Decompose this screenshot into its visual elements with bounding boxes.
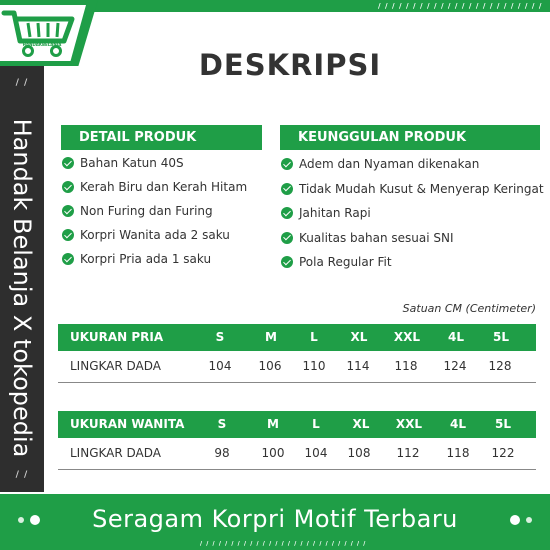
vertical-brand-text: Handak Belanja X tokopedia (8, 118, 36, 458)
size-label: S (215, 330, 225, 344)
row-label: LINGKAR DADA (70, 446, 161, 460)
keunggulan-produk-list (281, 152, 544, 275)
size-label: M (267, 417, 279, 431)
top-stripe-decoration: / / / / / / / / / / / / / / / / / / / / / / / / (378, 3, 543, 9)
check-circle-icon (62, 253, 74, 265)
table-cell: 124 (443, 359, 467, 373)
size-table-wanita-header (58, 411, 536, 438)
check-circle-icon (62, 229, 74, 241)
list-item-text: Non Furing dan Furing (80, 204, 213, 218)
table-row (58, 351, 536, 383)
size-label: L (310, 330, 318, 344)
size-label: S (217, 417, 227, 431)
size-label: 5L (493, 330, 509, 344)
list-item-text: Bahan Katun 40S (80, 156, 184, 170)
row-label: LINGKAR DADA (70, 359, 161, 373)
logo-text: HANDAKBELANJA (22, 42, 62, 47)
table-cell: 98 (214, 446, 230, 460)
list-item-text: Pola Regular Fit (299, 255, 392, 270)
list-item-text: Kerah Biru dan Kerah Hitam (80, 180, 248, 194)
check-circle-icon (281, 158, 293, 170)
left-stripe-decoration-bottom: / / (15, 470, 29, 480)
decorative-dot (18, 517, 24, 523)
table-cell: 118 (446, 446, 470, 460)
list-item-text: Jahitan Rapi (299, 206, 371, 221)
list-item-text: Adem dan Nyaman dikenakan (299, 157, 480, 172)
keunggulan-produk-heading: KEUNGGULAN PRODUK (280, 125, 540, 150)
detail-produk-list (62, 151, 247, 271)
size-label: XL (350, 330, 368, 344)
size-label: XXL (395, 417, 423, 431)
list-item (281, 250, 544, 275)
size-label: XXL (393, 330, 421, 344)
decorative-dot (30, 515, 40, 525)
list-item (62, 223, 247, 247)
size-label: 4L (448, 330, 464, 344)
list-item (62, 247, 247, 271)
decorative-dot (510, 515, 520, 525)
table-cell: 104 (208, 359, 232, 373)
page-title: DESKRIPSI (198, 48, 382, 82)
check-circle-icon (281, 183, 293, 195)
check-circle-icon (62, 157, 74, 169)
table-cell: 100 (261, 446, 285, 460)
list-item-text: Tidak Mudah Kusut & Menyerap Keringat (299, 181, 544, 196)
decorative-dot (526, 517, 532, 523)
check-circle-icon (62, 181, 74, 193)
list-item-text: Korpri Pria ada 1 saku (80, 252, 212, 266)
table-row (58, 438, 536, 470)
table-cell: 112 (396, 446, 420, 460)
list-item (281, 152, 544, 177)
unit-note: Satuan CM (Centimeter) (402, 302, 536, 315)
list-item-text: Korpri Wanita ada 2 saku (80, 228, 230, 242)
table-cell: 118 (394, 359, 418, 373)
left-stripe-decoration-top: / / (15, 78, 29, 88)
size-table-title: UKURAN PRIA (70, 330, 164, 344)
size-label: XL (352, 417, 370, 431)
check-circle-icon (62, 205, 74, 217)
table-cell: 110 (302, 359, 326, 373)
table-cell: 108 (347, 446, 371, 460)
shopping-cart-icon (0, 5, 80, 61)
bottom-stripe-decoration: / / / / / / / / / / / / / / / / / / / / / / / / / / / (200, 541, 367, 547)
list-item (281, 201, 544, 226)
size-label: 5L (495, 417, 511, 431)
check-circle-icon (281, 232, 293, 244)
check-circle-icon (281, 207, 293, 219)
table-cell: 114 (346, 359, 370, 373)
table-cell: 104 (304, 446, 328, 460)
table-cell: 122 (491, 446, 515, 460)
check-circle-icon (281, 256, 293, 268)
size-label: L (312, 417, 320, 431)
list-item (62, 199, 247, 223)
list-item (62, 175, 247, 199)
size-table-title: UKURAN WANITA (70, 417, 185, 431)
banner-title: Seragam Korpri Motif Terbaru (92, 505, 458, 533)
size-table-pria-header (58, 324, 536, 351)
table-cell: 106 (258, 359, 282, 373)
detail-produk-heading: DETAIL PRODUK (61, 125, 262, 150)
table-cell: 128 (488, 359, 512, 373)
size-label: M (265, 330, 277, 344)
list-item (62, 151, 247, 175)
size-label: 4L (450, 417, 466, 431)
list-item (281, 226, 544, 251)
list-item (281, 177, 544, 202)
list-item-text: Kualitas bahan sesuai SNI (299, 230, 454, 245)
